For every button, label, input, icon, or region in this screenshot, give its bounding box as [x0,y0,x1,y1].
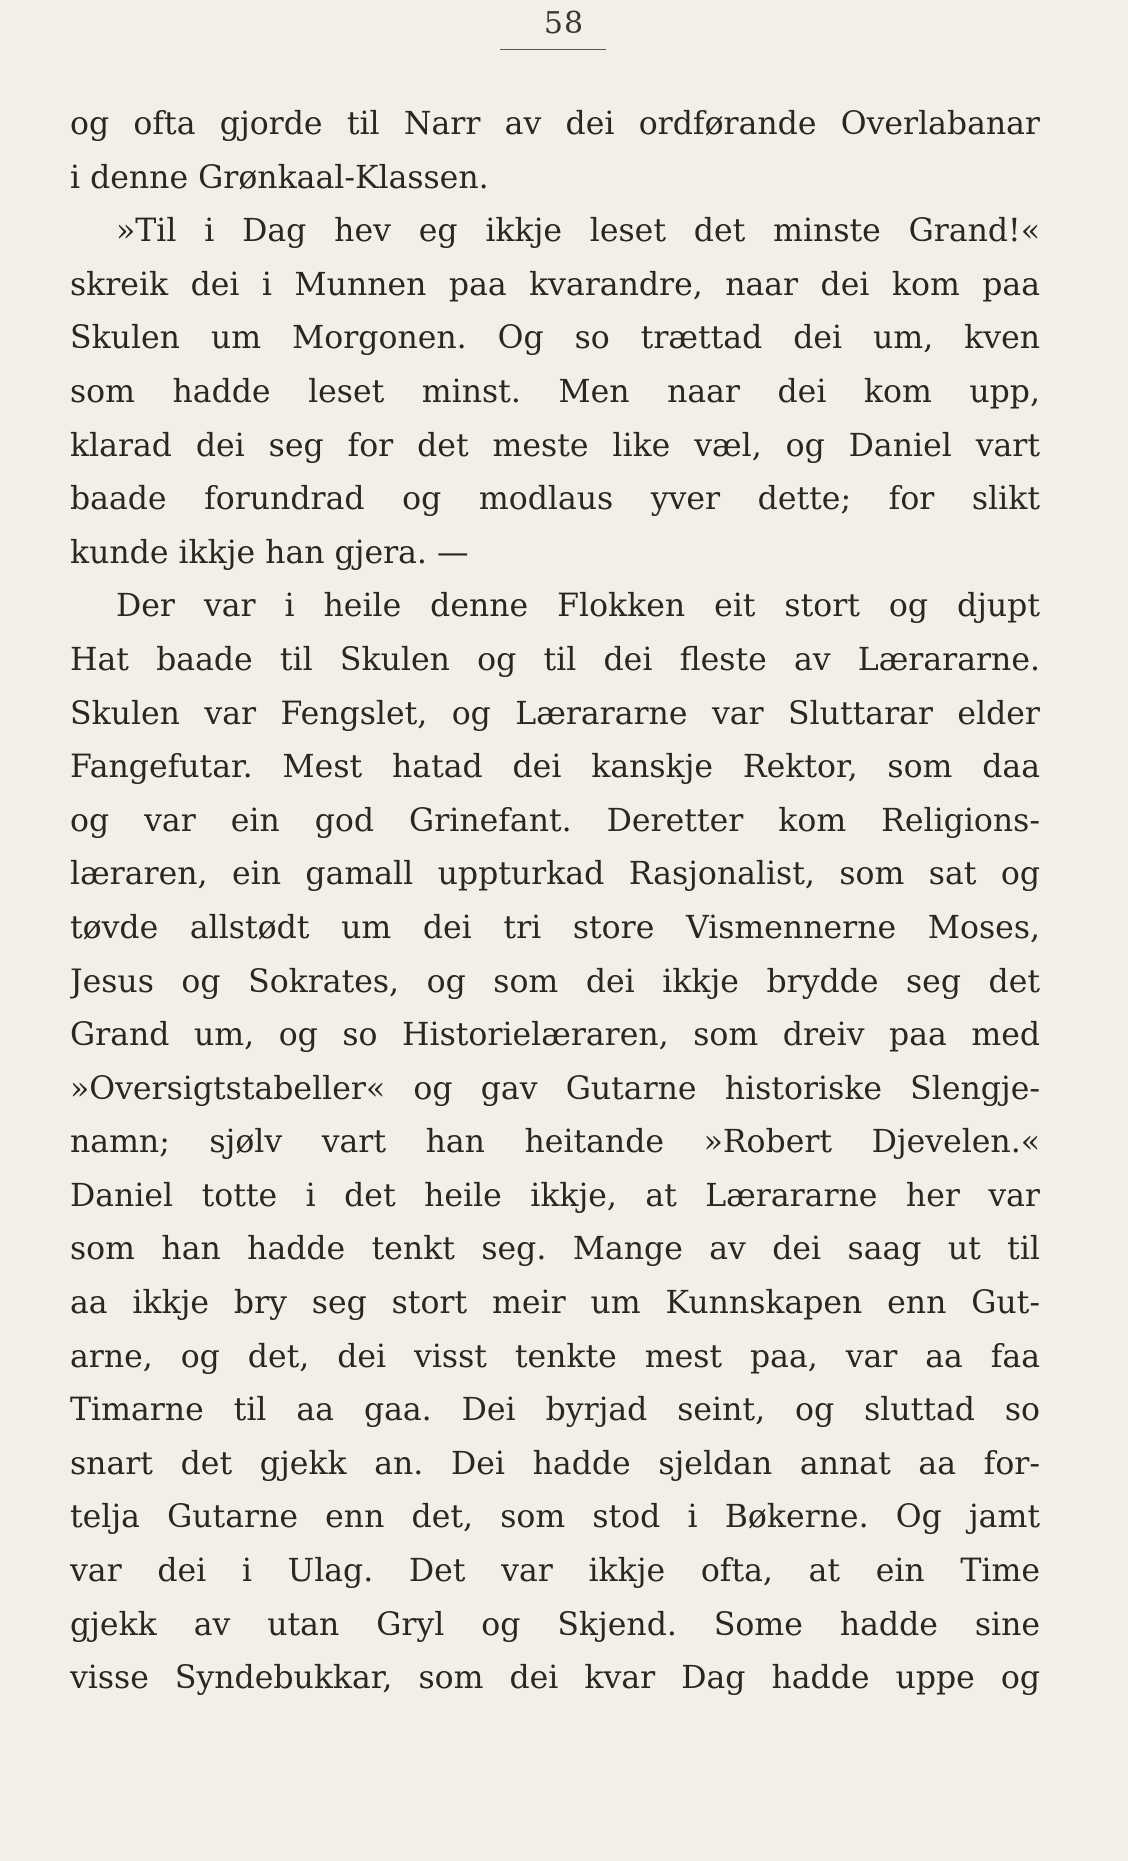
text-line: Skulen var Fengslet, og Lærararne var Sluttarar elder [70,695,1040,732]
text-line: klarad dei seg for det meste like væl, og Daniel vart [70,427,1040,464]
text-line: tøvde allstødt um dei tri store Vismennerne Moses, [70,909,1040,946]
text-line: telja Gutarne enn det, som stod i Bøkerne. Og jamt [70,1499,1040,1536]
text-line: Timarne til aa gaa. Dei byrjad seint, og sluttad so [70,1392,1040,1429]
text-line: gjekk av utan Gryl og Skjend. Some hadde sine [70,1606,1040,1643]
text-line: kunde ikkje han gjera. — [70,534,469,571]
text-line: baade forundrad og modlaus yver dette; for slikt [70,481,1040,518]
body-text [70,98,1040,1706]
text-line: Skulen um Morgonen. Og so trættad dei um, kven [70,320,1040,357]
text-line: Daniel totte i det heile ikkje, at Lærararne her var [70,1177,1040,1214]
page-number-rule [500,49,606,50]
text-line: var dei i Ulag. Det var ikkje ofta, at ein Time [70,1553,1040,1590]
text-line: arne, og det, dei visst tenkte mest paa, var aa faa [70,1338,1040,1375]
text-line: Fangefutar. Mest hatad dei kanskje Rektor, som daa [70,749,1040,786]
text-line: visse Syndebukkar, som dei kvar Dag hadde uppe og [70,1660,1040,1697]
page-number: 58 [543,6,585,41]
text-line: »Til i Dag hev eg ikkje leset det minste Grand!« [116,213,1040,250]
text-line: i denne Grønkaal-Klassen. [70,159,489,196]
text-line: Grand um, og so Historielæraren, som dreiv paa med [70,1017,1040,1054]
text-line: Hat baade til Skulen og til dei fleste av Lærararne. [70,641,1040,678]
text-line: snart det gjekk an. Dei hadde sjeldan annat aa for- [70,1445,1040,1482]
text-line: læraren, ein gamall uppturkad Rasjonalist, som sat og [70,856,1040,893]
text-line: som han hadde tenkt seg. Mange av dei saag ut til [70,1231,1040,1268]
text-line: skreik dei i Munnen paa kvarandre, naar dei kom paa [70,266,1040,303]
text-line: namn; sjølv vart han heitande »Robert Djevelen.« [70,1124,1040,1161]
text-line: og var ein god Grinefant. Deretter kom Religions- [70,802,1040,839]
text-line: og ofta gjorde til Narr av dei ordførande Overlabanar [70,106,1040,142]
text-line: som hadde leset minst. Men naar dei kom upp, [70,373,1040,410]
text-line: »Oversigtstabeller« og gav Gutarne historiske Slengje- [70,1070,1040,1107]
text-line: Jesus og Sokrates, og som dei ikkje brydde seg det [70,963,1040,1000]
text-line: aa ikkje bry seg stort meir um Kunnskapen enn Gut- [70,1285,1040,1322]
text-line: Der var i heile denne Flokken eit stort og djupt [116,588,1040,625]
